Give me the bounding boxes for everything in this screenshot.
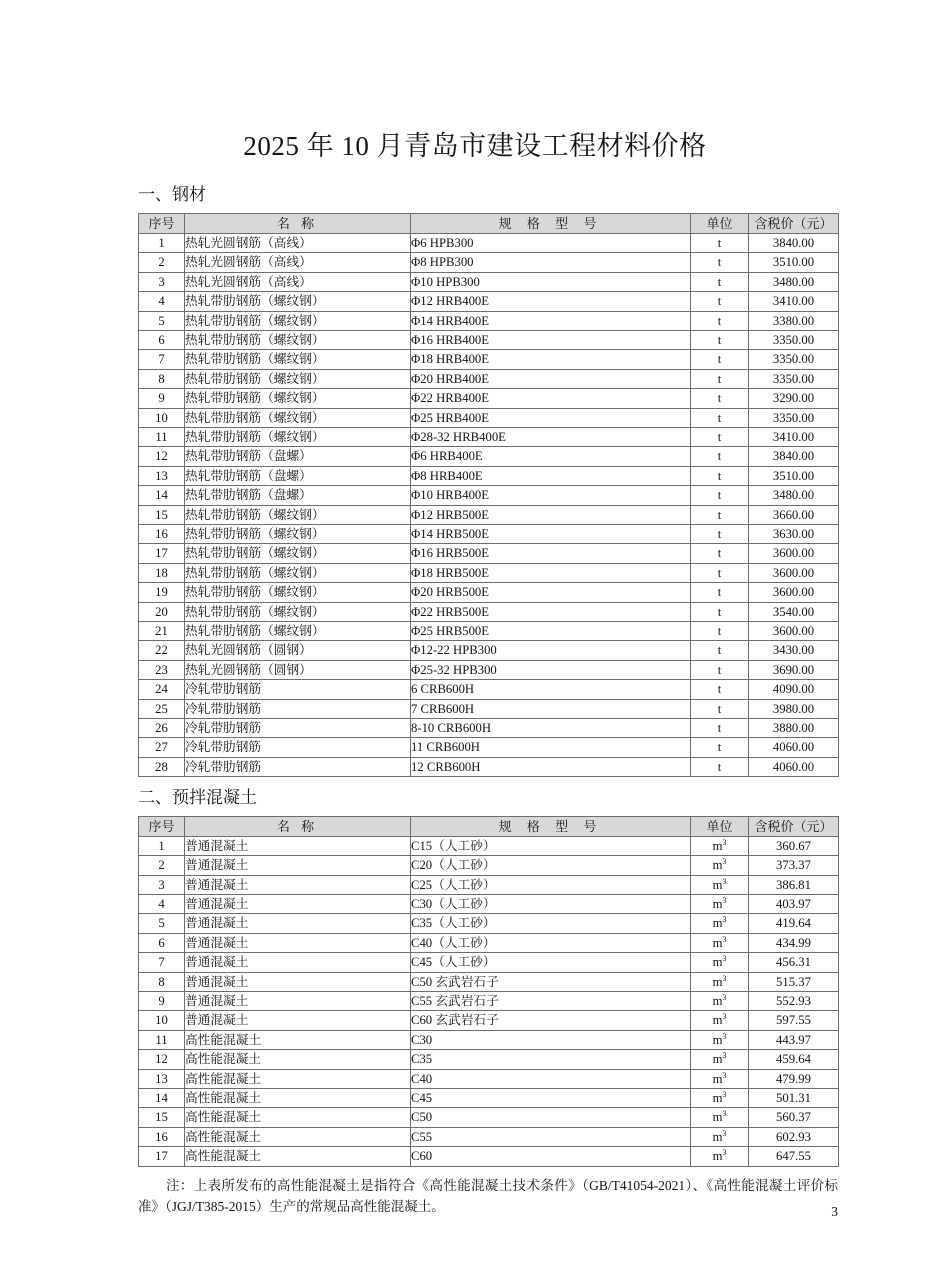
cell-unit: t — [691, 272, 749, 291]
cell-unit: t — [691, 233, 749, 252]
cell-name: 热轧带肋钢筋（螺纹钢） — [185, 563, 411, 582]
table-row — [139, 972, 839, 991]
table-row — [139, 1127, 839, 1146]
cell-index: 20 — [139, 602, 185, 621]
cell-unit: $m^3$ — [691, 875, 749, 894]
cell-index: 11 — [139, 427, 185, 446]
cell-name: 高性能混凝土 — [185, 1108, 411, 1127]
cell-spec: Φ22 HRB400E — [411, 389, 691, 408]
cell-name: 普通混凝土 — [185, 875, 411, 894]
cell-index: 26 — [139, 719, 185, 738]
cell-price: 3840.00 — [749, 233, 839, 252]
cell-index: 7 — [139, 953, 185, 972]
cell-name: 冷轧带肋钢筋 — [185, 719, 411, 738]
cell-name: 热轧带肋钢筋（螺纹钢） — [185, 544, 411, 563]
cell-spec: C25（人工砂） — [411, 875, 691, 894]
cell-name: 普通混凝土 — [185, 992, 411, 1011]
cell-price: 3350.00 — [749, 350, 839, 369]
cell-index: 28 — [139, 757, 185, 776]
cell-name: 普通混凝土 — [185, 933, 411, 952]
cell-spec: Φ20 HRB400E — [411, 369, 691, 388]
cell-price: 3480.00 — [749, 486, 839, 505]
cell-spec: C35（人工砂） — [411, 914, 691, 933]
column-header-index: 序号 — [139, 213, 185, 233]
cell-price: 3600.00 — [749, 583, 839, 602]
cell-unit: t — [691, 311, 749, 330]
table-row — [139, 1069, 839, 1088]
cell-unit: $m^3$ — [691, 1030, 749, 1049]
cell-spec: 7 CRB600H — [411, 699, 691, 718]
table-row — [139, 311, 839, 330]
table-row — [139, 233, 839, 252]
table-row — [139, 505, 839, 524]
table-row — [139, 856, 839, 875]
cell-index: 13 — [139, 466, 185, 485]
cell-name: 热轧带肋钢筋（螺纹钢） — [185, 427, 411, 446]
cell-index: 17 — [139, 544, 185, 563]
cell-index: 6 — [139, 933, 185, 952]
table-row — [139, 1108, 839, 1127]
cell-unit: $m^3$ — [691, 933, 749, 952]
cell-unit: t — [691, 524, 749, 543]
cell-index: 10 — [139, 1011, 185, 1030]
cell-name: 热轧光圆钢筋（圆钢） — [185, 660, 411, 679]
cell-unit: t — [691, 699, 749, 718]
cell-index: 23 — [139, 660, 185, 679]
cell-unit: t — [691, 369, 749, 388]
cell-price: 3410.00 — [749, 427, 839, 446]
table-row — [139, 738, 839, 757]
page-title: 2025 年 10 月青岛市建设工程材料价格 — [243, 131, 707, 161]
table-row — [139, 447, 839, 466]
cell-index: 14 — [139, 486, 185, 505]
table-row — [139, 1011, 839, 1030]
cell-name: 热轧带肋钢筋（螺纹钢） — [185, 311, 411, 330]
table-row — [139, 622, 839, 641]
cell-index: 16 — [139, 1127, 185, 1146]
cell-price: 4060.00 — [749, 738, 839, 757]
cell-price: 3350.00 — [749, 330, 839, 349]
cell-spec: Φ25-32 HPB300 — [411, 660, 691, 679]
cell-unit: t — [691, 563, 749, 582]
table-row — [139, 875, 839, 894]
cell-spec: Φ12 HRB500E — [411, 505, 691, 524]
cell-name: 普通混凝土 — [185, 1011, 411, 1030]
cell-unit: $m^3$ — [691, 1011, 749, 1030]
cell-unit: $m^3$ — [691, 1050, 749, 1069]
table-row — [139, 1030, 839, 1049]
cell-index: 21 — [139, 622, 185, 641]
cell-name: 冷轧带肋钢筋 — [185, 680, 411, 699]
cell-name: 高性能混凝土 — [185, 1069, 411, 1088]
cell-name: 热轧光圆钢筋（高线） — [185, 233, 411, 252]
table-header — [139, 816, 839, 836]
cell-index: 13 — [139, 1069, 185, 1088]
cell-price: 459.64 — [749, 1050, 839, 1069]
cell-unit: t — [691, 408, 749, 427]
cell-index: 10 — [139, 408, 185, 427]
cell-price: 3540.00 — [749, 602, 839, 621]
cell-name: 冷轧带肋钢筋 — [185, 738, 411, 757]
cell-index: 17 — [139, 1147, 185, 1166]
table-header-row — [139, 816, 839, 836]
table-header — [139, 213, 839, 233]
cell-price: 3430.00 — [749, 641, 839, 660]
cell-name: 热轧光圆钢筋（高线） — [185, 272, 411, 291]
table-row — [139, 757, 839, 776]
cell-price: 647.55 — [749, 1147, 839, 1166]
cell-unit: t — [691, 660, 749, 679]
cell-unit: t — [691, 583, 749, 602]
cell-spec: Φ18 HRB400E — [411, 350, 691, 369]
cell-spec: C15（人工砂） — [411, 836, 691, 855]
cell-name: 热轧带肋钢筋（螺纹钢） — [185, 330, 411, 349]
cell-unit: t — [691, 680, 749, 699]
cell-spec: C50 — [411, 1108, 691, 1127]
cell-spec: Φ28-32 HRB400E — [411, 427, 691, 446]
cell-unit: $m^3$ — [691, 953, 749, 972]
cell-unit: t — [691, 292, 749, 311]
table-row — [139, 272, 839, 291]
table-row — [139, 408, 839, 427]
table-row — [139, 699, 839, 718]
cell-price: 3880.00 — [749, 719, 839, 738]
column-header-index: 序号 — [139, 816, 185, 836]
cell-index: 3 — [139, 272, 185, 291]
cell-name: 热轧带肋钢筋（螺纹钢） — [185, 350, 411, 369]
cell-name: 普通混凝土 — [185, 856, 411, 875]
table-row — [139, 1147, 839, 1166]
cell-unit: t — [691, 544, 749, 563]
cell-price: 3350.00 — [749, 369, 839, 388]
cell-price: 3380.00 — [749, 311, 839, 330]
cell-name: 普通混凝土 — [185, 894, 411, 913]
cell-index: 8 — [139, 369, 185, 388]
cell-unit: t — [691, 719, 749, 738]
table-row — [139, 953, 839, 972]
section-heading-steel: 一、钢材 — [138, 185, 206, 205]
cell-index: 3 — [139, 875, 185, 894]
cell-spec: Φ6 HRB400E — [411, 447, 691, 466]
cell-spec: C60 — [411, 1147, 691, 1166]
table-row — [139, 563, 839, 582]
steel-price-table — [138, 213, 839, 777]
table-row — [139, 486, 839, 505]
cell-name: 普通混凝土 — [185, 836, 411, 855]
table-row — [139, 583, 839, 602]
cell-unit: t — [691, 641, 749, 660]
cell-price: 360.67 — [749, 836, 839, 855]
cell-spec: Φ18 HRB500E — [411, 563, 691, 582]
cell-name: 热轧带肋钢筋（螺纹钢） — [185, 369, 411, 388]
table-row — [139, 602, 839, 621]
cell-unit: t — [691, 447, 749, 466]
cell-price: 552.93 — [749, 992, 839, 1011]
column-header-name: 名 称 — [185, 213, 411, 233]
cell-spec: Φ14 HRB500E — [411, 524, 691, 543]
column-header-unit: 单位 — [691, 213, 749, 233]
cell-price: 403.97 — [749, 894, 839, 913]
cell-spec: C50 玄武岩石子 — [411, 972, 691, 991]
table-row — [139, 719, 839, 738]
cell-index: 19 — [139, 583, 185, 602]
cell-price: 3480.00 — [749, 272, 839, 291]
section-heading-concrete: 二、预拌混凝土 — [138, 788, 257, 808]
cell-unit: $m^3$ — [691, 836, 749, 855]
cell-price: 373.37 — [749, 856, 839, 875]
cell-price: 3350.00 — [749, 408, 839, 427]
cell-name: 热轧带肋钢筋（盘螺） — [185, 486, 411, 505]
table-row — [139, 350, 839, 369]
table-row — [139, 330, 839, 349]
table-row — [139, 1050, 839, 1069]
cell-spec: C20（人工砂） — [411, 856, 691, 875]
cell-spec: Φ16 HRB400E — [411, 330, 691, 349]
column-header-unit: 单位 — [691, 816, 749, 836]
cell-name: 热轧带肋钢筋（螺纹钢） — [185, 622, 411, 641]
cell-name: 普通混凝土 — [185, 914, 411, 933]
cell-price: 3840.00 — [749, 447, 839, 466]
cell-price: 3600.00 — [749, 544, 839, 563]
cell-price: 3510.00 — [749, 466, 839, 485]
cell-unit: $m^3$ — [691, 1089, 749, 1108]
cell-index: 5 — [139, 914, 185, 933]
cell-unit: $m^3$ — [691, 1147, 749, 1166]
cell-index: 1 — [139, 233, 185, 252]
cell-spec: C40 — [411, 1069, 691, 1088]
table-row — [139, 992, 839, 1011]
column-header-price: 含税价（元） — [749, 213, 839, 233]
cell-spec: 6 CRB600H — [411, 680, 691, 699]
cell-spec: C55 玄武岩石子 — [411, 992, 691, 1011]
cell-unit: $m^3$ — [691, 1127, 749, 1146]
cell-spec: C40（人工砂） — [411, 933, 691, 952]
cell-unit: t — [691, 350, 749, 369]
table-row — [139, 914, 839, 933]
table-row — [139, 660, 839, 679]
cell-name: 高性能混凝土 — [185, 1089, 411, 1108]
cell-price: 515.37 — [749, 972, 839, 991]
cell-price: 3290.00 — [749, 389, 839, 408]
cell-index: 24 — [139, 680, 185, 699]
cell-spec: Φ20 HRB500E — [411, 583, 691, 602]
cell-unit: t — [691, 427, 749, 446]
cell-price: 3660.00 — [749, 505, 839, 524]
table-row — [139, 369, 839, 388]
cell-index: 6 — [139, 330, 185, 349]
cell-price: 3600.00 — [749, 622, 839, 641]
cell-name: 热轧带肋钢筋（螺纹钢） — [185, 408, 411, 427]
cell-price: 3630.00 — [749, 524, 839, 543]
cell-unit: t — [691, 253, 749, 272]
cell-name: 热轧光圆钢筋（高线） — [185, 253, 411, 272]
cell-unit: t — [691, 757, 749, 776]
cell-price: 501.31 — [749, 1089, 839, 1108]
cell-index: 8 — [139, 972, 185, 991]
cell-name: 热轧带肋钢筋（螺纹钢） — [185, 583, 411, 602]
table-row — [139, 389, 839, 408]
cell-name: 冷轧带肋钢筋 — [185, 699, 411, 718]
table-header-row — [139, 213, 839, 233]
column-header-spec: 规 格 型 号 — [411, 816, 691, 836]
cell-unit: t — [691, 330, 749, 349]
cell-unit: t — [691, 389, 749, 408]
cell-spec: C45 — [411, 1089, 691, 1108]
cell-unit: $m^3$ — [691, 894, 749, 913]
cell-spec: Φ25 HRB400E — [411, 408, 691, 427]
cell-price: 479.99 — [749, 1069, 839, 1088]
table-row — [139, 933, 839, 952]
cell-spec: C35 — [411, 1050, 691, 1069]
table-body — [139, 836, 839, 1166]
table-row — [139, 641, 839, 660]
cell-spec: Φ22 HRB500E — [411, 602, 691, 621]
table-body — [139, 233, 839, 776]
cell-spec: 12 CRB600H — [411, 757, 691, 776]
cell-unit: t — [691, 505, 749, 524]
column-header-price: 含税价（元） — [749, 816, 839, 836]
cell-name: 热轧带肋钢筋（盘螺） — [185, 466, 411, 485]
cell-unit: $m^3$ — [691, 992, 749, 1011]
cell-index: 25 — [139, 699, 185, 718]
cell-price: 3690.00 — [749, 660, 839, 679]
cell-price: 597.55 — [749, 1011, 839, 1030]
cell-index: 18 — [139, 563, 185, 582]
cell-spec: C45（人工砂） — [411, 953, 691, 972]
cell-index: 5 — [139, 311, 185, 330]
cell-index: 27 — [139, 738, 185, 757]
table-row — [139, 680, 839, 699]
cell-spec: C30（人工砂） — [411, 894, 691, 913]
cell-unit: $m^3$ — [691, 1108, 749, 1127]
cell-price: 443.97 — [749, 1030, 839, 1049]
cell-index: 9 — [139, 992, 185, 1011]
cell-index: 4 — [139, 292, 185, 311]
cell-index: 1 — [139, 836, 185, 855]
column-header-name: 名 称 — [185, 816, 411, 836]
cell-price: 602.93 — [749, 1127, 839, 1146]
cell-price: 434.99 — [749, 933, 839, 952]
cell-index: 2 — [139, 253, 185, 272]
table-row — [139, 894, 839, 913]
cell-spec: Φ14 HRB400E — [411, 311, 691, 330]
cell-name: 冷轧带肋钢筋 — [185, 757, 411, 776]
table-note: 注：上表所发布的高性能混凝土是指符合《高性能混凝土技术条件》（GB/T41054-2021）、《高性能混凝土评价标准》（JGJ/T385-2015）生产的常规品高性能混凝土。 — [138, 1177, 838, 1214]
cell-spec: C60 玄武岩石子 — [411, 1011, 691, 1030]
cell-index: 16 — [139, 524, 185, 543]
table-row — [139, 1089, 839, 1108]
table-row — [139, 427, 839, 446]
cell-name: 热轧光圆钢筋（圆钢） — [185, 641, 411, 660]
cell-name: 高性能混凝土 — [185, 1127, 411, 1146]
cell-name: 热轧带肋钢筋（螺纹钢） — [185, 292, 411, 311]
cell-spec: Φ16 HRB500E — [411, 544, 691, 563]
cell-index: 15 — [139, 1108, 185, 1127]
cell-spec: Φ10 HRB400E — [411, 486, 691, 505]
cell-name: 热轧带肋钢筋（螺纹钢） — [185, 524, 411, 543]
cell-index: 14 — [139, 1089, 185, 1108]
cell-unit: t — [691, 738, 749, 757]
cell-price: 456.31 — [749, 953, 839, 972]
cell-spec: Φ6 HPB300 — [411, 233, 691, 252]
table-row — [139, 524, 839, 543]
cell-index: 15 — [139, 505, 185, 524]
cell-price: 3980.00 — [749, 699, 839, 718]
cell-price: 386.81 — [749, 875, 839, 894]
cell-spec: 11 CRB600H — [411, 738, 691, 757]
cell-name: 高性能混凝土 — [185, 1147, 411, 1166]
cell-spec: Φ25 HRB500E — [411, 622, 691, 641]
table-row — [139, 466, 839, 485]
cell-unit: $m^3$ — [691, 1069, 749, 1088]
cell-spec: C55 — [411, 1127, 691, 1146]
concrete-price-table — [138, 816, 839, 1167]
cell-price: 419.64 — [749, 914, 839, 933]
cell-name: 热轧带肋钢筋（螺纹钢） — [185, 505, 411, 524]
cell-unit: $m^3$ — [691, 972, 749, 991]
cell-index: 4 — [139, 894, 185, 913]
cell-price: 3510.00 — [749, 253, 839, 272]
cell-unit: t — [691, 602, 749, 621]
cell-index: 12 — [139, 447, 185, 466]
cell-unit: $m^3$ — [691, 914, 749, 933]
cell-name: 普通混凝土 — [185, 972, 411, 991]
cell-spec: Φ12-22 HPB300 — [411, 641, 691, 660]
cell-unit: t — [691, 466, 749, 485]
table-row — [139, 292, 839, 311]
cell-name: 普通混凝土 — [185, 953, 411, 972]
cell-unit: t — [691, 622, 749, 641]
cell-index: 9 — [139, 389, 185, 408]
cell-spec: Φ8 HPB300 — [411, 253, 691, 272]
cell-index: 2 — [139, 856, 185, 875]
cell-name: 热轧带肋钢筋（螺纹钢） — [185, 602, 411, 621]
cell-spec: Φ10 HPB300 — [411, 272, 691, 291]
cell-index: 11 — [139, 1030, 185, 1049]
cell-name: 高性能混凝土 — [185, 1030, 411, 1049]
page-number: 3 — [831, 1204, 838, 1219]
cell-index: 7 — [139, 350, 185, 369]
table-row — [139, 836, 839, 855]
cell-price: 4060.00 — [749, 757, 839, 776]
cell-index: 22 — [139, 641, 185, 660]
cell-spec: Φ8 HRB400E — [411, 466, 691, 485]
cell-price: 3410.00 — [749, 292, 839, 311]
cell-name: 高性能混凝土 — [185, 1050, 411, 1069]
cell-price: 560.37 — [749, 1108, 839, 1127]
cell-spec: C30 — [411, 1030, 691, 1049]
cell-spec: 8-10 CRB600H — [411, 719, 691, 738]
cell-name: 热轧带肋钢筋（螺纹钢） — [185, 389, 411, 408]
column-header-spec: 规 格 型 号 — [411, 213, 691, 233]
cell-index: 12 — [139, 1050, 185, 1069]
cell-price: 3600.00 — [749, 563, 839, 582]
cell-spec: Φ12 HRB400E — [411, 292, 691, 311]
cell-unit: t — [691, 486, 749, 505]
table-row — [139, 253, 839, 272]
cell-price: 4090.00 — [749, 680, 839, 699]
cell-name: 热轧带肋钢筋（盘螺） — [185, 447, 411, 466]
table-row — [139, 544, 839, 563]
cell-unit: $m^3$ — [691, 856, 749, 875]
